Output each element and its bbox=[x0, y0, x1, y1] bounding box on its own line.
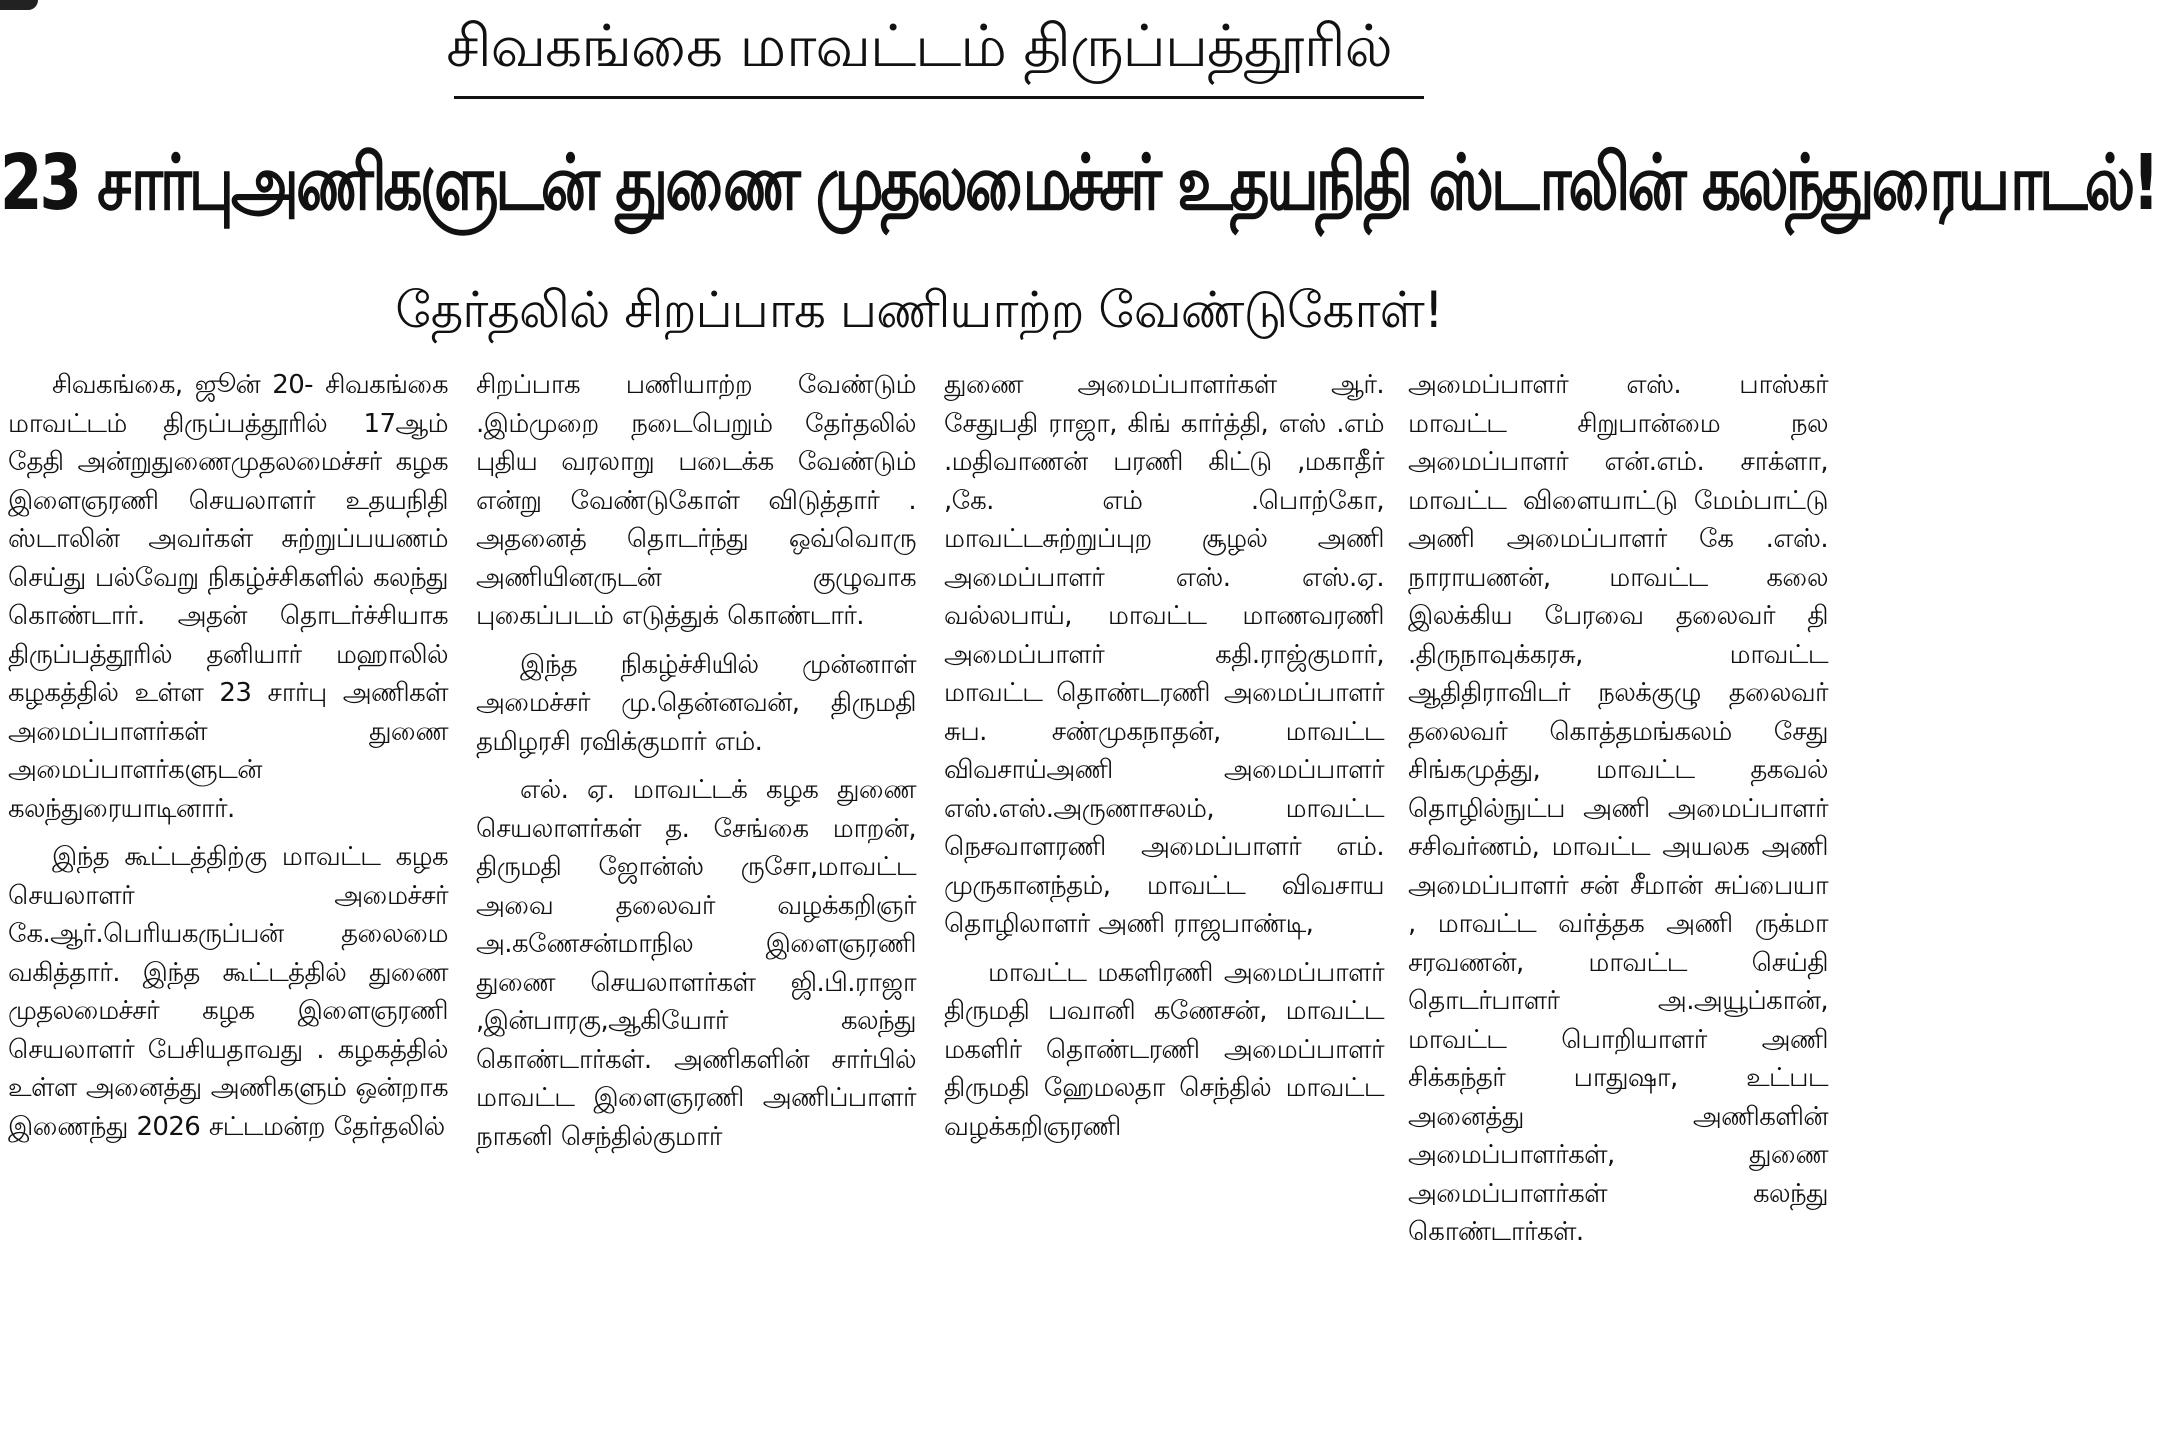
paragraph: இந்த கூட்டத்திற்கு மாவட்ட கழக செயலாளர் அமைச்சர் கே.ஆர்.பெரியகருப்பன் தலைமை வகித்தார். இந்த கூட்டத்தில் துணை முதலமைச்சர் கழக இளைஞரணி செயலாளர் பேசியதாவது . கழகத்தில் உள்ள அனைத்து அணிகளும் ஒன்றாக இணைந்து 2026 சட்டமன்ற தேர்தலில் bbox=[8, 842, 448, 1142]
paragraph: சிவகங்கை, ஜூன் 20- சிவகங்கை மாவட்டம் திருப்பத்தூரில் 17ஆம் தேதி அன்றுதுணைமுதலமைச்சர் கழக இளைஞரணி செயலாளர் உதயநிதி ஸ்டாலின் அவர்கள் சுற்றுப்பயணம் செய்து பல்வேறு நிகழ்ச்சிகளில் கலந்து கொண்டார். அதன் தொடர்ச்சியாக திருப்பத்தூரில் தனியார் மஹாலில் கழகத்தில் உள்ள 23 சார்பு அணிகள் அமைப்பாளர்கள் துணை அமைப்பாளர்களுடன் கலந்துரையாடினார். bbox=[8, 370, 448, 824]
article-column-2 bbox=[476, 366, 916, 1450]
article-headline: 23 சார்புஅணிகளுடன் துணை முதலமைச்சர் உதயநிதி ஸ்டாலின் கலந்துரையாடல்! bbox=[0, 139, 2157, 228]
paragraph: துணை அமைப்பாளர்கள் ஆர். சேதுபதி ராஜா, கிங் கார்த்தி, எஸ் .எம் .மதிவாணன் பரணி கிட்டு ,மகாதீர் ,கே. எம் .பொற்கோ, மாவட்டசுற்றுப்புற சூழல் அணி அமைப்பாளர் எஸ். எஸ்.ஏ. வல்லபாய், மாவட்ட மாணவரணி அமைப்பாளர் கதி.ராஜ்குமார், மாவட்ட தொண்டரணி அமைப்பாளர் சுப. சண்முகநாதன், மாவட்ட விவசாய்அணி அமைப்பாளர் எஸ்.எஸ்.அருணாசலம், மாவட்ட நெசவாளரணி அமைப்பாளர் எம். முருகானந்தம், மாவட்ட விவசாய தொழிலாளர் அணி ராஜபாண்டி, bbox=[944, 370, 1384, 939]
paragraph: எல். ஏ. மாவட்டக் கழக துணை செயலாளர்கள் த. சேங்கை மாறன், திருமதி ஜோன்ஸ் ருசோ,மாவட்ட அவை தலைவர் வழக்கறிஞர் அ.கணேசன்மாநில இளைஞரணி துணை செயலாளர்கள் ஜி.பி.ராஜா ,இன்பாரகு,ஆகியோர் கலந்து கொண்டார்கள். அணிகளின் சார்பில் மாவட்ட இளைஞரணி அணிப்பாளர் நாகனி செந்தில்குமார் bbox=[476, 775, 916, 1152]
paragraph: அமைப்பாளர் எஸ். பாஸ்கர் மாவட்ட சிறுபான்மை நல அமைப்பாளர் என்.எம். சாக்ளா, மாவட்ட விளையாட்டு மேம்பாட்டு அணி அமைப்பாளர் கே .எஸ். நாராயணன், மாவட்ட கலை இலக்கிய பேரவை தலைவர் தி .திருநாவுக்கரசு, மாவட்ட ஆதிதிராவிடர் நலக்குழு தலைவர் தலைவர் கொத்தமங்கலம் சேது சிங்கமுத்து, மாவட்ட தகவல் தொழில்நுட்ப அணி அமைப்பாளர் சசிவர்ணம், மாவட்ட அயலக அணி அமைப்பாளர் சன் சீமான் சுப்பையா , மாவட்ட வர்த்தக அணி ருக்மா சரவணன், மாவட்ட செய்தி தொடர்பாளர் அ.அயூப்கான், மாவட்ட பொறியாளர் அணி சிக்கந்தர் பாதுஷா, உட்பட அனைத்து அணிகளின் அமைப்பாளர்கள், துணை அமைப்பாளர்கள் கலந்து கொண்டார்கள். bbox=[1408, 370, 1828, 1247]
kicker-underline bbox=[454, 96, 1424, 99]
paragraph: மாவட்ட மகளிரணி அமைப்பாளர் திருமதி பவானி கணேசன், மாவட்ட மகளிர் தொண்டரணி அமைப்பாளர் திருமதி ஹேமலதா செந்தில் மாவட்ட வழக்கறிஞரணி bbox=[944, 957, 1384, 1142]
article-column-4 bbox=[1408, 366, 1828, 1450]
article-body bbox=[0, 366, 1838, 1450]
article-kicker: சிவகங்கை மாவட்டம் திருப்பத்தூரில் bbox=[446, 12, 1392, 80]
paragraph: சிறப்பாக பணியாற்ற வேண்டும் .இம்முறை நடைபெறும் தேர்தலில் புதிய வரலாறு படைக்க வேண்டும் என்று வேண்டுகோள் விடுத்தார் . அதனைத் தொடர்ந்து ஒவ்வொரு அணியினருடன் குழுவாக புகைப்படம் எடுத்துக் கொண்டார். bbox=[476, 370, 916, 631]
article-subheadline: தேர்தலில் சிறப்பாக பணியாற்ற வேண்டுகோள்! bbox=[395, 281, 1443, 339]
article-column-3 bbox=[944, 366, 1384, 1450]
article-column-1 bbox=[8, 366, 448, 1450]
paragraph: இந்த நிகழ்ச்சியில் முன்னாள் அமைச்சர் மு.தென்னவன், திருமதி தமிழரசி ரவிக்குமார் எம். bbox=[476, 649, 916, 757]
